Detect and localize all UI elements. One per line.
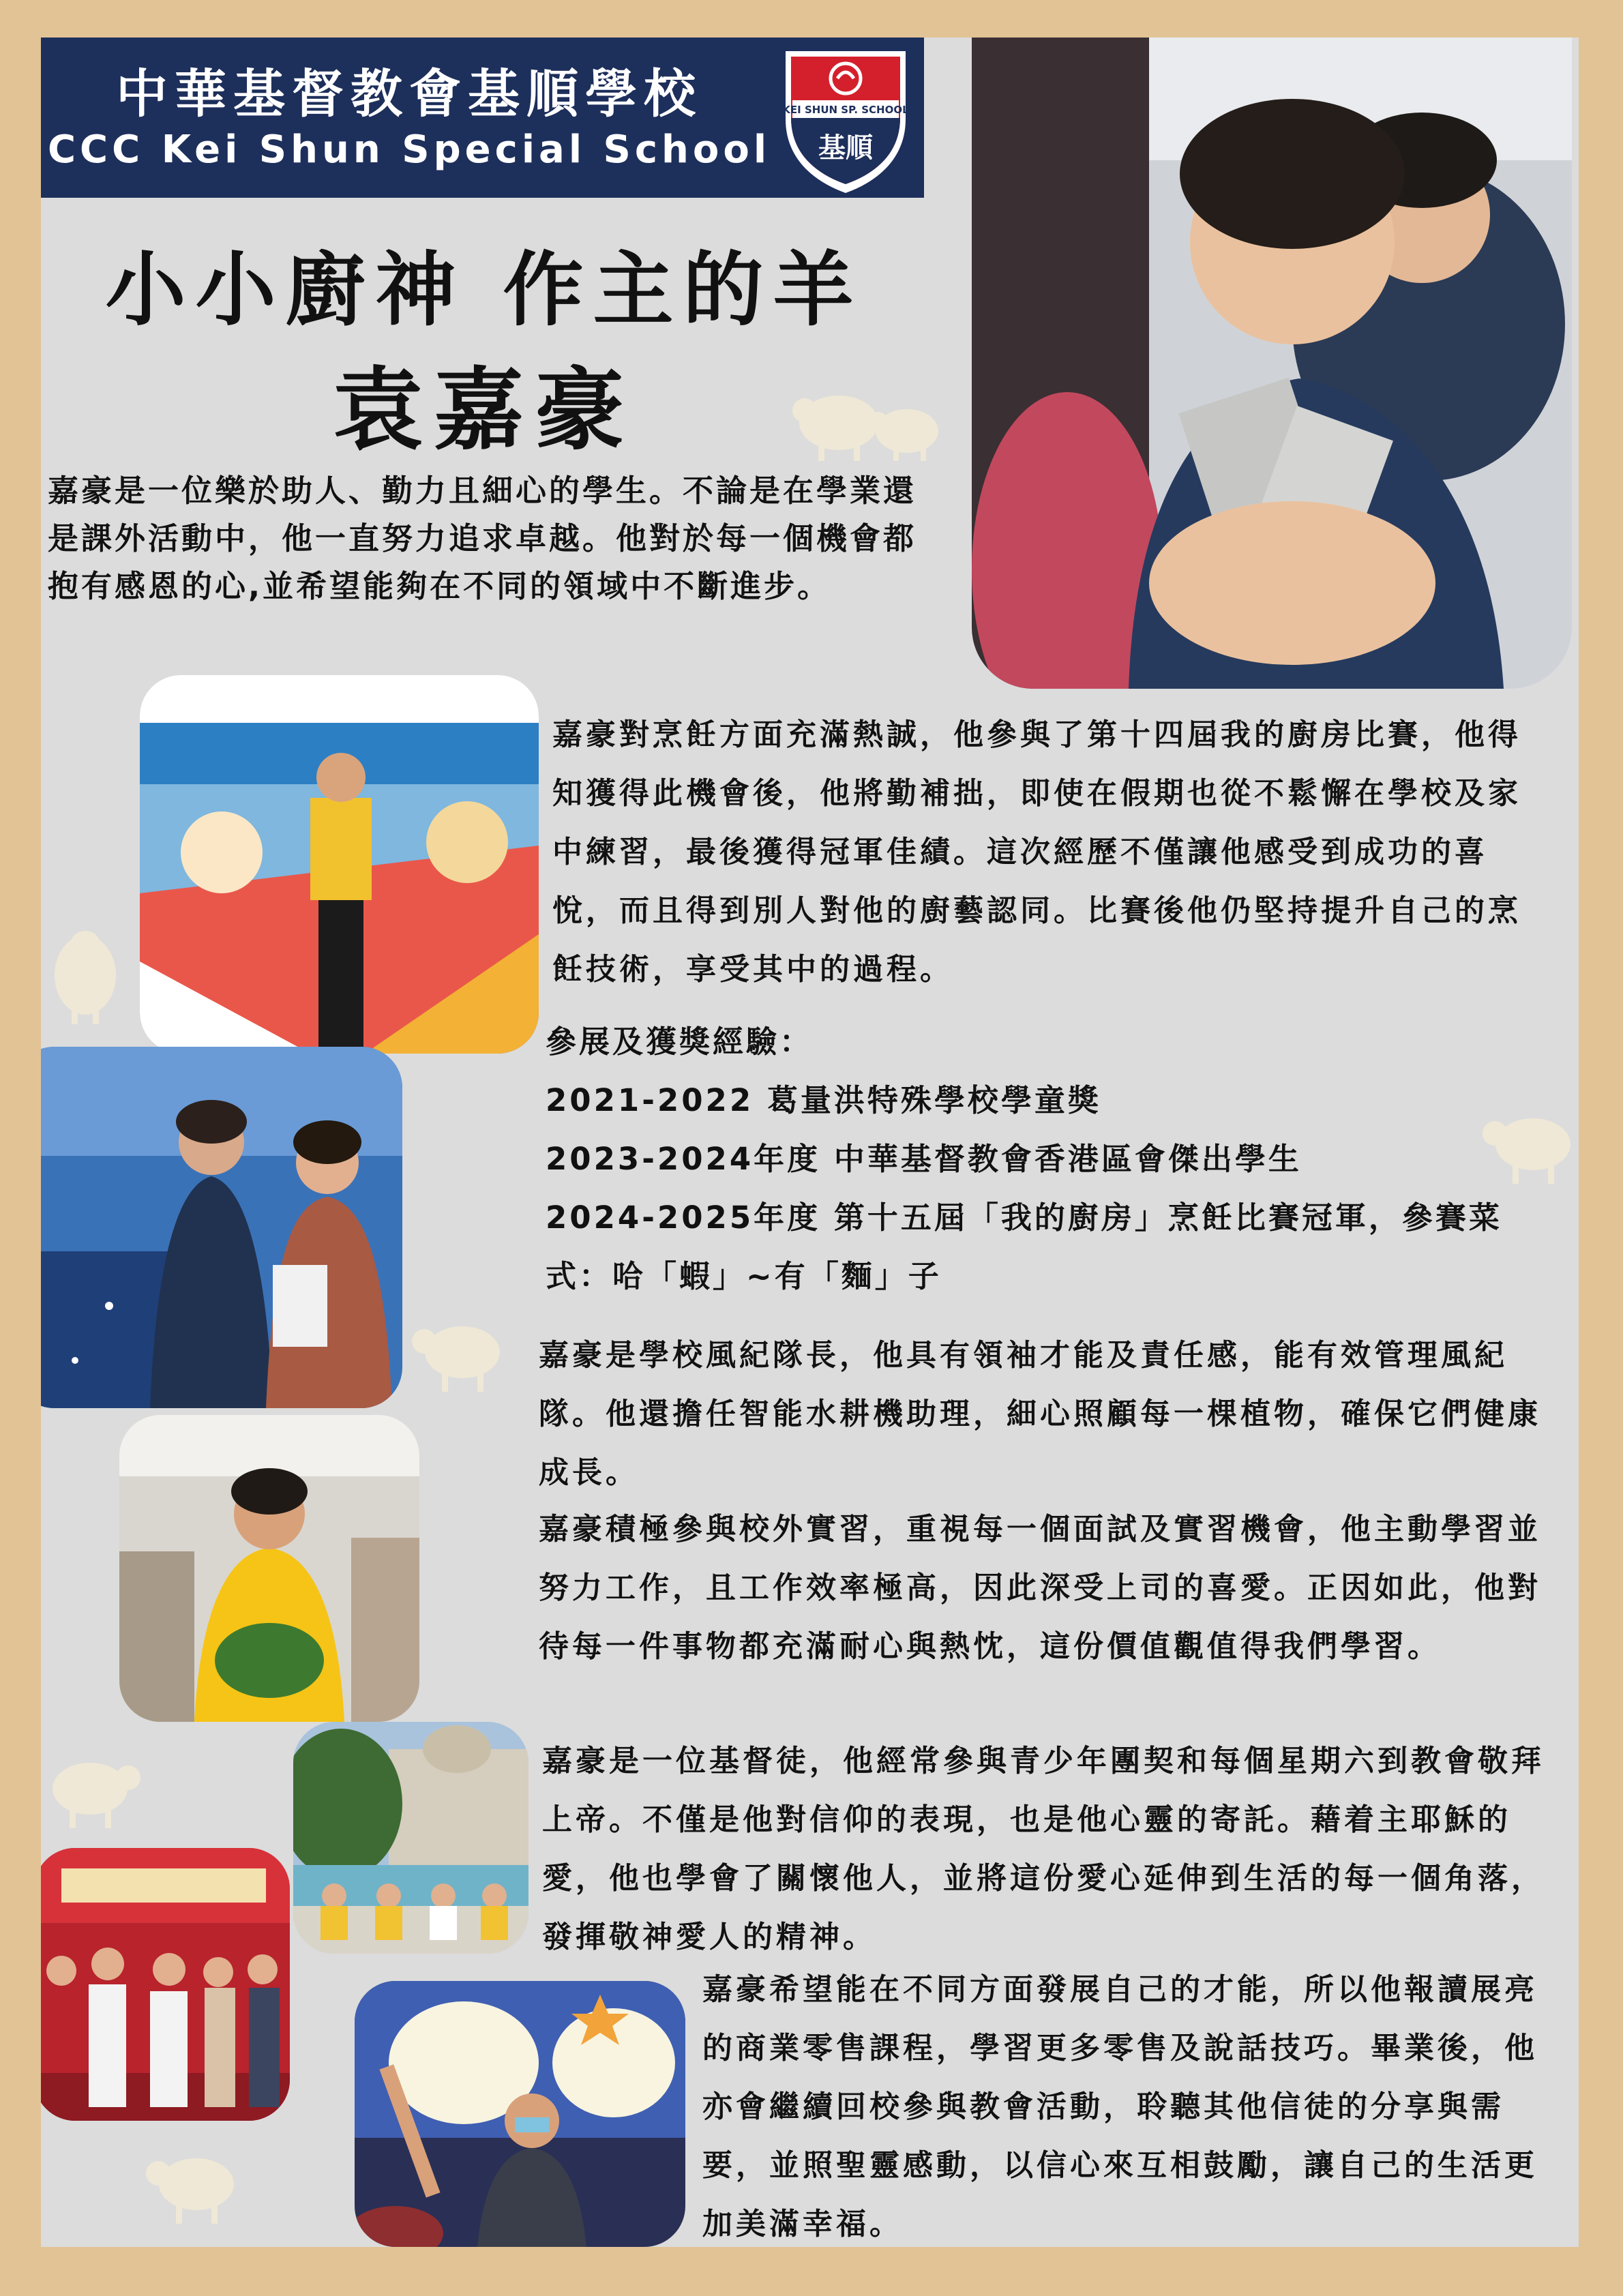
internship-photo — [119, 1415, 419, 1722]
poster-title: 小小廚神 作主的羊 — [105, 243, 863, 337]
internship-paragraph: 嘉豪積極參與校外實習，重視每一個面試及實習機會，他主動學習並努力工作，且工作效率極高，因此深受上司的喜愛。正因如此，他對待每一件事物都充滿耐心與熱忱，這份價值觀值得我們學習。 — [539, 1512, 1541, 1664]
school-name-zh: 中華基督教會基順學校 — [116, 63, 702, 124]
church-trip-photo — [293, 1722, 528, 1954]
sheep-icon — [48, 924, 123, 1026]
awards-section — [546, 1013, 1555, 1306]
shield-logo-icon — [777, 38, 914, 198]
intro-paragraph: 嘉豪是一位樂於助人、勤力且細心的學生。不論是在學業還是課外活動中，他一直努力追求卓越。他對於每一個機會都抱有感恩的心,並希望能夠在不同的領域中不斷進步。 — [48, 473, 917, 604]
sheep-icon — [409, 1313, 505, 1395]
sheep-icon — [143, 2145, 239, 2226]
awards-list — [546, 1071, 1555, 1306]
portrait-photo — [972, 38, 1572, 689]
school-name-en: CCC Kei Shun Special School — [47, 128, 771, 172]
poster-page — [41, 38, 1579, 2247]
badge-ring-text: KEI SHUN SP. SCHOOL — [782, 104, 909, 116]
award-item: 2021-2022 葛量洪特殊學校學童獎 — [546, 1082, 1101, 1118]
exhibition-photo — [41, 1047, 402, 1408]
ceremony-photo — [41, 1848, 290, 2121]
student-name: 袁嘉豪 — [333, 358, 636, 463]
awards-heading: 參展及獲獎經驗： — [546, 1024, 814, 1060]
award-item: 2023-2024年度 中華基督教會香港區會傑出學生 — [546, 1141, 1302, 1177]
stage-photo — [355, 1981, 685, 2247]
prefect-paragraph: 嘉豪是學校風紀隊長，他具有領袖才能及責任感，能有效管理風紀隊。他還擔任智能水耕機助理，細心照顧每一棵植物，確保它們健康成長。 — [539, 1338, 1541, 1490]
faith-paragraph: 嘉豪是一位基督徒，他經常參與青少年團契和每個星期六到教會敬拜上帝。不僅是他對信仰的表現，也是他心靈的寄託。藉着主耶穌的愛，他也學會了關懷他人，並將這份愛心延伸到生活的每一個角落，發揮敬神愛人的精神。 — [542, 1744, 1545, 1954]
award-item: 2024-2025年度 第十五屆「我的廚房」烹飪比賽冠軍，參賽菜 — [546, 1199, 1502, 1236]
school-header — [41, 38, 924, 198]
badge-name: 基順 — [818, 132, 873, 164]
award-item: 式：哈「蝦」~有「麵」子 — [546, 1258, 942, 1294]
future-paragraph: 嘉豪希望能在不同方面發展自己的才能，所以他報讀展亮的商業零售課程，學習更多零售及說話技巧。畢業後，他亦會繼續回校參與教會活動，聆聽其他信徒的分享與需要，並照聖靈感動，以信心來互相鼓勵，讓自己的生活更加美滿幸福。 — [702, 1972, 1538, 2241]
cooking-award-photo — [140, 675, 539, 1054]
sheep-icon — [48, 1749, 143, 1831]
sheep-pair-icon — [791, 375, 948, 464]
cooking-paragraph: 嘉豪對烹飪方面充滿熱誠，他參與了第十四屆我的廚房比賽，他得知獲得此機會後，他將勤補拙，即使在假期也從不鬆懈在學校及家中練習，最後獲得冠軍佳績。這次經歷不僅讓他感受到成功的喜悅，而且得到別人對他的廚藝認同。比賽後他仍堅持提升自己的烹飪技術，享受其中的過程。 — [552, 717, 1521, 987]
